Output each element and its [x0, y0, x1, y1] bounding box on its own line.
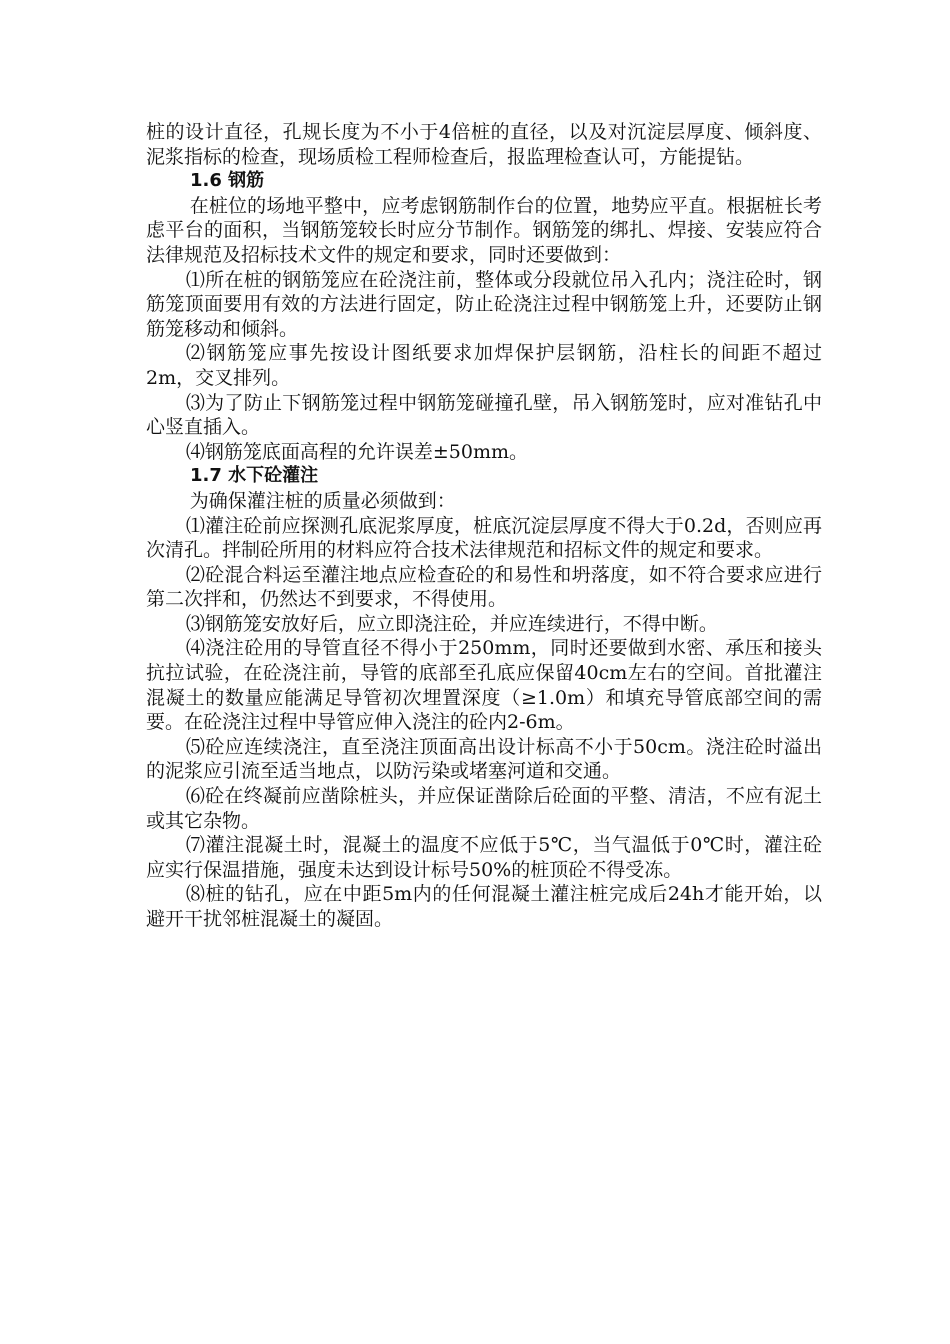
list-item: ⑵钢筋笼应事先按设计图纸要求加焊保护层钢筋，沿柱长的间距不超过2m，交叉排列。 [146, 342, 822, 389]
list-item: ⑻桩的钻孔，应在中距5m内的任何混凝土灌注桩完成后24h才能开始，以避开干扰邻桩混凝土的凝固。 [146, 883, 822, 930]
list-item: ⑴所在桩的钢筋笼应在砼浇注前，整体或分段就位吊入孔内；浇注砼时，钢筋笼顶面要用有效的方法进行固定，防止砼浇注过程中钢筋笼上升，还要防止钢筋笼移动和倾斜。 [146, 268, 822, 340]
list-item: ⑷钢筋笼底面高程的允许误差±50mm。 [185, 440, 529, 463]
list-item: ⑹砼在终凝前应凿除桩头，并应保证凿除后砼面的平整、清洁，不应有泥土或其它杂物。 [146, 785, 822, 832]
list-item: ⑺灌注混凝土时，混凝土的温度不应低于5℃，当气温低于0℃时，灌注砼应实行保温措施，强度未达到设计标号50%的桩顶砼不得受冻。 [146, 834, 822, 881]
list-item: ⑸砼应连续浇注，直至浇注顶面高出设计标高不小于50cm。浇注砼时溢出的泥浆应引流至适当地点，以防污染或堵塞河道和交通。 [146, 735, 822, 783]
intro-paragraph: 桩的设计直径，孔规长度为不小于4倍桩的直径，以及对沉淀层厚度、倾斜度、泥浆指标的检查，现场质检工程师检查后，报监理检查认可，方能提钻。 [146, 121, 822, 168]
section-1-7-paragraph: 为确保灌注桩的质量必须做到： [189, 489, 456, 512]
list-item: ⑵砼混合料运至灌注地点应检查砼的和易性和坍落度，如不符合要求应进行第二次拌和，仍然达不到要求，不得使用。 [146, 563, 822, 611]
section-heading-1-7: 1.7 水下砼灌注 [190, 465, 319, 487]
section-heading-1-6: 1.6 钢筋 [190, 170, 265, 192]
list-item: ⑶为了防止下钢筋笼过程中钢筋笼碰撞孔壁，吊入钢筋笼时，应对准钻孔中心竖直插入。 [146, 391, 822, 439]
section-1-6-paragraph: 在桩位的场地平整中，应考虑钢筋制作台的位置，地势应平直。根据桩长考虑平台的面积，当钢筋笼较长时应分节制作。钢筋笼的绑扎、焊接、安装应符合法律规范及招标技术文件的规定和要求，同时还要做到： [146, 194, 822, 266]
list-item: ⑷浇注砼用的导管直径不得小于250mm，同时还要做到水密、承压和接头抗拉试验，在砼浇注前，导管的底部至孔底应保留40cm左右的空间。首批灌注混凝土的数量应能满足导管初次埋置深度（≥1.0m）和填充导管底部空间的需要。在砼浇注过程中导管应伸入浇注的砼内2-6m。 [146, 637, 822, 734]
list-item: ⑴灌注砼前应探测孔底泥浆厚度，桩底沉淀层厚度不得大于0.2d，否则应再次清孔。拌制砼所用的材料应符合技术法律规范和招标文件的规定和要求。 [146, 514, 822, 562]
document-page [146, 120, 822, 932]
list-item: ⑶钢筋笼安放好后，应立即浇注砼，并应连续进行，不得中断。 [185, 612, 718, 635]
